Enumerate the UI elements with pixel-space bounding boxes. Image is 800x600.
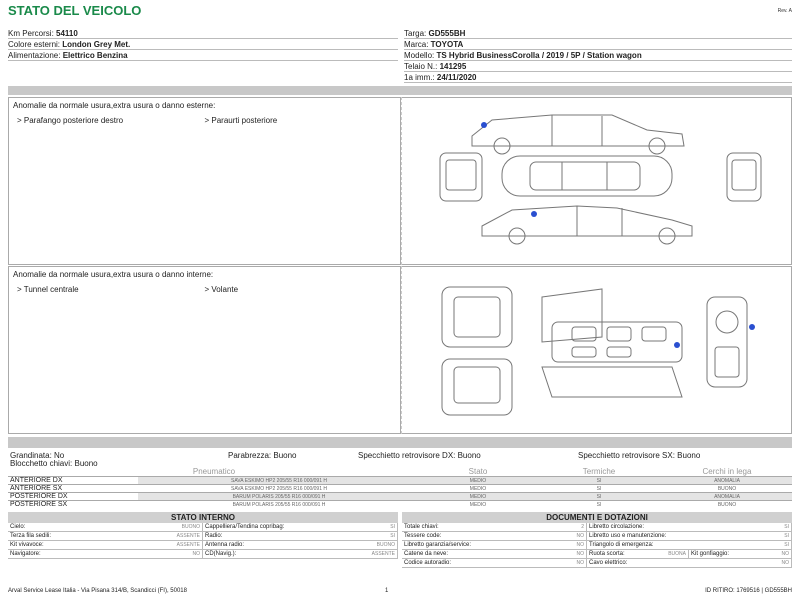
damage-marker (481, 122, 487, 128)
info-row-immatricolazione: 1a imm.: 24/11/2020 (404, 72, 792, 83)
list-item: Terza fila sedili: ASSENTE Radio: SI (8, 532, 398, 541)
damage-item: > Tunnel centrale (17, 285, 79, 294)
damage-item: > Volante (204, 285, 239, 294)
info-row-marca: Marca: TOYOTA (404, 39, 792, 50)
tyres-header-pneumatico: Pneumatico (192, 467, 236, 476)
documenti-grid (402, 523, 792, 568)
external-damage-list (9, 113, 400, 128)
info-row-alimentazione: Alimentazione: Elettrico Benzina (8, 50, 398, 61)
stato-interno-grid (8, 523, 398, 559)
list-item: Navigatore: NO CD(Navig.): ASSENTE (8, 550, 398, 559)
list-item: Kit vivavoce: ASSENTE Antenna radio: BUONO (8, 541, 398, 550)
section-divider (8, 437, 792, 448)
external-car-diagram (402, 97, 792, 265)
documenti-title: DOCUMENTI E DOTAZIONI (402, 512, 792, 523)
car-interior-icon (402, 267, 792, 435)
info-row-modello: Modello: TS Hybrid BusinessCorolla / 2019 / 5P / Station wagon (404, 50, 792, 61)
footer-ritiro-id: ID RITIRO: 1769516 | GD555BH (705, 588, 792, 594)
list-item: Tessere code: NO Libretto uso e manutenzione: SI (402, 532, 792, 541)
info-row-colore: Colore esterni: London Grey Met. (8, 39, 398, 50)
car-exterior-icon (402, 98, 792, 266)
list-item: Catene da neve: NO Ruota scorta: BUONA Kit gonfiaggio: NO (402, 550, 792, 559)
table-row: ANTERIORE SX SAVA ESKIMO HP2 205/55 R16 000/091 H MEDIO SI BUONO (8, 485, 792, 493)
page-title: STATO DEL VEICOLO (8, 3, 142, 18)
tyres-header-termiche: Termiche (582, 467, 616, 476)
internal-car-diagram (402, 266, 792, 434)
damage-item: > Paraurti posteriore (204, 116, 278, 125)
table-row: POSTERIORE DX BARUM POLARIS 205/55 R16 000/091 H MEDIO SI ANOMALIA (8, 493, 792, 501)
damage-marker (531, 211, 537, 217)
damage-item: > Parafango posteriore destro (17, 116, 124, 125)
table-row: POSTERIORE SX BARUM POLARIS 205/55 R16 000/091 H MEDIO SI BUONO (8, 501, 792, 509)
vehicle-info-left (8, 28, 398, 61)
section-divider (8, 86, 792, 95)
specchietto-sx-status: Specchietto retrovisore SX: Buono (578, 451, 701, 460)
table-row: ANTERIORE DX SAVA ESKIMO HP2 205/55 R16 000/091 H MEDIO SI ANOMALIA (8, 477, 792, 485)
revision-label: Rev. A (777, 8, 792, 14)
grandinata-status: Grandinata: No (10, 451, 65, 460)
internal-damage-list (9, 282, 400, 297)
list-item: Libretto garanzia/service: NO Triangolo di emergenza: SI (402, 541, 792, 550)
external-damage-title: Anomalie da normale usura,extra usura o danno esterne: (13, 101, 216, 110)
info-row-km: Km Percorsi: 54110 (8, 28, 398, 39)
external-damage-panel (8, 97, 401, 265)
tyres-header-cerchi: Cerchi in lega (702, 467, 752, 476)
specchietto-dx-status: Specchietto retrovisore DX: Buono (358, 451, 481, 460)
car-side-top (472, 115, 684, 146)
info-row-telaio: Telaio N.: 141295 (404, 61, 792, 72)
internal-damage-panel (8, 266, 401, 434)
footer-company: Arval Service Lease Italia - Via Pisana 314/B, Scandicci (FI), 50018 (8, 588, 187, 594)
list-item: Cielo: BUONO Cappelliera/Tendina copribag: SI (8, 523, 398, 532)
damage-marker (749, 324, 755, 330)
damage-marker (674, 342, 680, 348)
vehicle-info-right (404, 28, 792, 83)
info-row-targa: Targa: GD555BH (404, 28, 792, 39)
chiavi-status: Blocchetto chiavi: Buono (10, 459, 98, 468)
list-item: Totale chiavi: 2 Libretto circolazione: SI (402, 523, 792, 532)
tyres-header-stato: Stato (468, 467, 488, 476)
tyres-table (8, 467, 792, 509)
stato-interno-title: STATO INTERNO (8, 512, 398, 523)
footer-page-number: 1 (385, 588, 389, 594)
parabrezza-status: Parabrezza: Buono (228, 451, 297, 460)
internal-damage-title: Anomalie da normale usura,extra usura o danno interne: (13, 270, 214, 279)
list-item: Codice autoradio: NO Cavo elettrico: NO (402, 559, 792, 568)
